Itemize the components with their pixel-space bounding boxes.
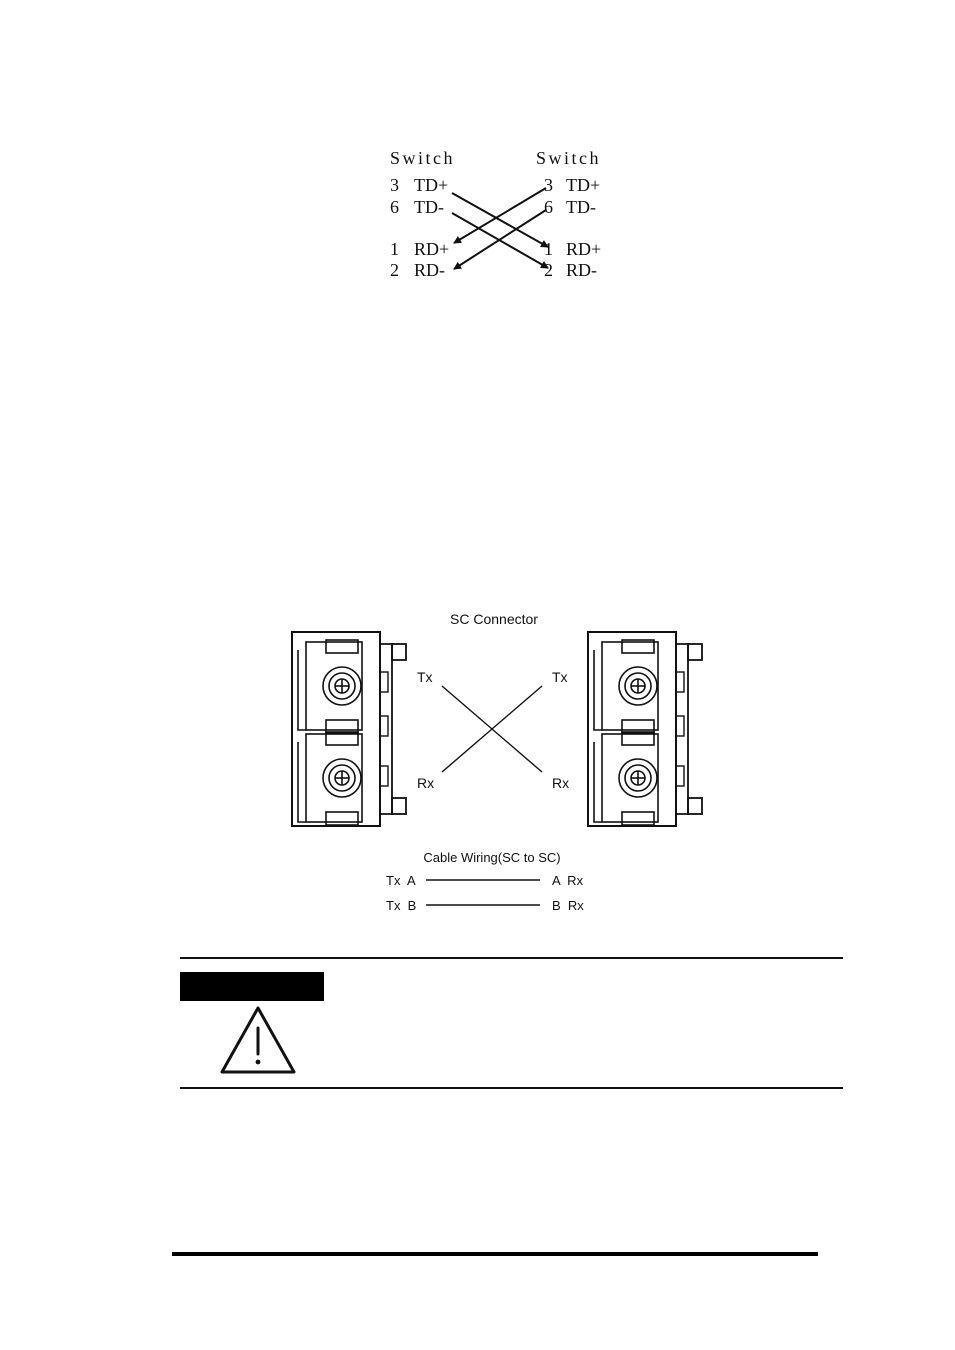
right-pin-2-signal: RD- xyxy=(566,260,597,280)
left-sc-connector xyxy=(292,632,406,826)
right-switch-header: Switch xyxy=(536,148,602,168)
cable-wiring-title: Cable Wiring(SC to SC) xyxy=(423,850,561,865)
left-pin-6-number: 6 xyxy=(390,197,399,217)
left-pin-1-number: 1 xyxy=(390,239,399,259)
wiring-row-b-left: Tx B xyxy=(386,898,417,913)
right-pin-2-number: 2 xyxy=(544,260,553,280)
notice-label-bar xyxy=(180,972,324,1001)
sc-connector-title: SC Connector xyxy=(450,611,538,627)
notice-top-rule xyxy=(180,957,843,959)
right-pin-6-signal: TD- xyxy=(566,197,596,217)
wire-right-td-plus-to-left-rd-plus xyxy=(454,188,546,243)
wire-right-td-minus-to-left-rd-minus xyxy=(454,210,546,269)
left-pin-2-number: 2 xyxy=(390,260,399,280)
wiring-row-b-right: B Rx xyxy=(552,898,584,913)
crossover-diagram xyxy=(360,130,640,300)
left-switch-header: Switch xyxy=(390,148,456,168)
left-pin-2-signal: RD- xyxy=(414,260,445,280)
right-pin-3-signal: TD+ xyxy=(566,175,601,195)
right-pin-3-number: 3 xyxy=(544,175,553,195)
footer-rule xyxy=(172,1252,818,1256)
wiring-row-a-right: A Rx xyxy=(552,873,584,888)
left-pin-1-signal: RD+ xyxy=(414,239,450,259)
warning-triangle-icon xyxy=(218,1004,298,1076)
left-pin-3-signal: TD+ xyxy=(414,175,449,195)
left-pin-6-signal: TD- xyxy=(414,197,444,217)
right-pin-1-signal: RD+ xyxy=(566,239,602,259)
notice-bottom-rule xyxy=(180,1087,843,1089)
left-rx-label: Rx xyxy=(417,775,435,791)
right-sc-connector xyxy=(588,632,702,826)
right-tx-label: Tx xyxy=(552,669,568,685)
left-tx-label: Tx xyxy=(417,669,433,685)
right-rx-label: Rx xyxy=(552,775,570,791)
sc-connector-diagram xyxy=(280,600,720,920)
right-pin-1-number: 1 xyxy=(544,239,553,259)
right-pin-6-number: 6 xyxy=(544,197,553,217)
left-pin-3-number: 3 xyxy=(390,175,399,195)
wiring-row-a-left: Tx A xyxy=(386,873,416,888)
